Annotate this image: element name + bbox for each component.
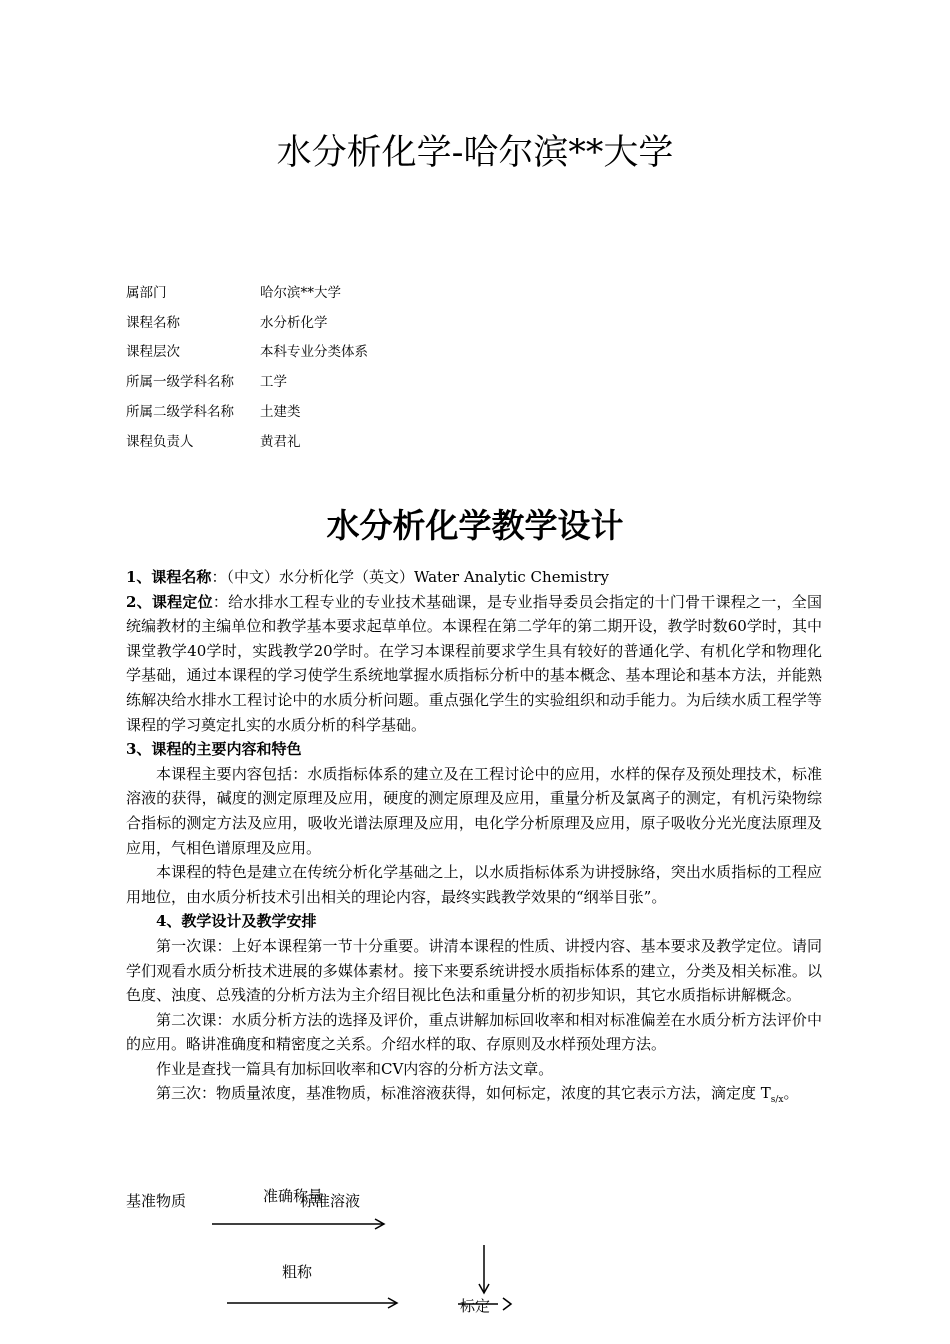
item-label: 1、课程名称 <box>126 568 212 586</box>
section-heading: 水分析化学教学设计 <box>326 506 624 545</box>
info-label: 所属二级学科名称 <box>126 404 234 421</box>
info-label: 课程层次 <box>126 344 180 361</box>
diagram-bottom-arrow-label: 粗称 <box>282 1263 313 1281</box>
diagram-left-label: 基准物质 <box>126 1192 187 1210</box>
info-value: 黄君礼 <box>260 433 301 450</box>
text: 。 <box>783 1084 799 1103</box>
info-label: 课程名称 <box>126 314 180 331</box>
info-label: 课程负责人 <box>126 433 194 450</box>
arrow-head <box>503 1298 511 1310</box>
subheading-teaching-design: 4、教学设计及教学安排 <box>156 912 317 931</box>
paragraph: 本课程的特色是建立在传统分析化学基础之上，以水质指标体系为讲授脉络，突出水质指标的工程应用地位，由水质分析技术引出相关的理论内容，最终实践教学效果的“纲举目张”。 <box>126 863 822 906</box>
paragraph: 作业是查找一篇具有加标回收率和CV内容的分析方法文章。 <box>156 1059 554 1078</box>
info-row <box>126 395 368 425</box>
document-body <box>126 565 822 1113</box>
info-row <box>126 306 368 336</box>
flow-diagram <box>0 1180 950 1344</box>
paragraph-course-positioning <box>126 590 822 738</box>
info-label: 属部门 <box>126 284 167 301</box>
info-value: 水分析化学 <box>260 314 328 331</box>
diagram-top-arrow-label: 准确称量 <box>263 1187 324 1205</box>
info-value: 哈尔滨**大学 <box>260 284 341 301</box>
paragraph-course-name <box>126 565 822 590</box>
info-row <box>126 276 368 306</box>
paragraph <box>126 1081 822 1113</box>
info-value: 本科专业分类体系 <box>260 344 368 361</box>
subscript: s/x <box>770 1095 784 1106</box>
text: 第三次：物质量浓度，基准物质，标准溶液获得，如何标定，浓度的其它表示方法，滴定度 T <box>156 1084 771 1103</box>
paragraph: 第二次课：水质分析方法的选择及评价，重点讲解加标回收率和相对标准偏差在水质分析方法评价中的应用。略讲准确度和精密度之关系。介绍水样的取、存原则及水样预处理方法。 <box>126 1010 822 1054</box>
paragraph: 本课程主要内容包括：水质指标体系的建立及在工程讨论中的应用，水样的保存及预处理技术，标准溶液的获得，碱度的测定原理及应用，硬度的测定原理及应用，重量分析及氯离子的测定，有机污染物综合指标的测定方法及应用，吸收光谱法原理及应用，电化学分析原理及应用，原子吸收分光光度法原理及应用，气相色谱原理及应用。 <box>126 764 822 857</box>
course-info <box>126 276 368 455</box>
diagram-bottom-result: 标定 <box>460 1297 491 1315</box>
subheading-content: 3、课程的主要内容和特色 <box>126 740 302 759</box>
info-value: 工学 <box>260 374 287 391</box>
diagram-top-result: 标准溶液 <box>300 1192 361 1210</box>
info-label: 所属一级学科名称 <box>126 374 234 391</box>
info-row <box>126 425 368 455</box>
paragraph: 第一次课：上好本课程第一节十分重要。讲清本课程的性质、讲授内容、基本要求及教学定位。请同学们观看水质分析技术进展的多媒体素材。接下来要系统讲授水质指标体系的建立，分类及相关标准。以色度、浊度、总残渣的分析方法为主介绍目视比色法和重量分析的初步知识，其它水质指标讲解概念。 <box>126 936 822 1005</box>
info-row <box>126 336 368 366</box>
info-value: 土建类 <box>260 404 301 421</box>
diagram-arrows <box>0 1180 950 1344</box>
item-label: 2、课程定位 <box>126 592 213 611</box>
item-text: ：给水排水工程专业的专业技术基础课，是专业指导委员会指定的十门骨干课程之一，全国统编教材的主编单位和教学基本要求起草单位。本课程在第二学年的第二期开设，教学时数60学时，其中课堂教学40学时，实践教学20学时。在学习本课程前要求学生具有较好的普通化学、有机化学和物理化学基础，通过本课程的学习使学生系统地掌握水质指标分析中的基本概念、基本理论和基本方法，并能熟练解决给水排水工程讨论中的水质分析问题。重点强化学生的实验组织和动手能力。为后续水质工程学等课程的学习奠定扎实的水质分析的科学基础。 <box>126 592 822 734</box>
item-text: ：（中文）水分析化学（英文）Water Analytic Chemistry <box>211 568 609 586</box>
info-row <box>126 365 368 395</box>
page-title: 水分析化学-哈尔滨**大学 <box>276 133 674 173</box>
